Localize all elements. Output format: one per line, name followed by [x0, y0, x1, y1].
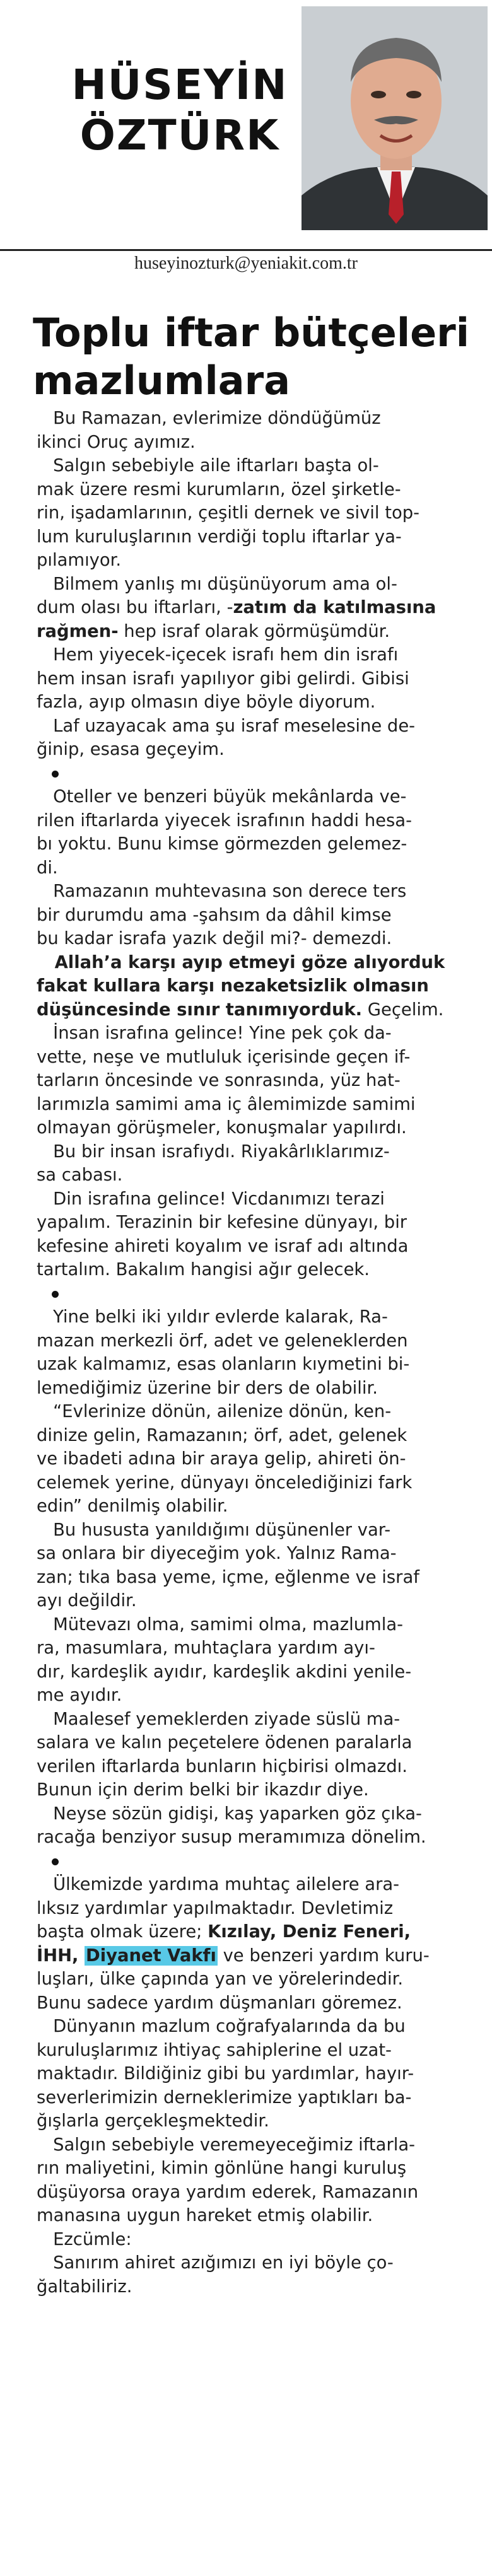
paragraph-line	[37, 620, 482, 644]
paragraph-line: Dünyanın mazlum coğrafyalarında da bu	[37, 2017, 406, 2036]
section-bullet	[37, 762, 482, 786]
highlighted-text: Diyanet Vakfı	[85, 1945, 216, 1966]
bold-text: Kızılay, Deniz Feneri,	[208, 1922, 411, 1942]
text-segment: başta olmak üzere;	[37, 1922, 208, 1942]
author-first-name: HÜSEYİN	[71, 61, 288, 109]
paragraph-line: larımızla samimi ama iç âlemimizde samimi	[37, 1094, 416, 1114]
paragraph-line	[37, 951, 482, 975]
paragraph-line: Sanırım ahiret azığımızı en iyi böyle ço-	[37, 2253, 394, 2273]
paragraph-line: racağa benziyor susup meramımıza dönelim.	[37, 1827, 426, 1847]
text-segment: ve benzeri yardım kuru-	[217, 1945, 430, 1966]
bold-text: rağmen-	[37, 621, 119, 641]
paragraph-line: bı yoktu. Bunu kimse görmezden gelemez-	[37, 834, 407, 854]
paragraph-line: verilen iftarlarda bunların hiçbirisi olmazdı.	[37, 1756, 407, 1776]
paragraph-line: olmayan görüşmeler, konuşmalar yapılırdı.	[37, 1118, 407, 1138]
section-bullet	[37, 1850, 482, 1874]
paragraph-line: Din israfına gelince! Vicdanımızı terazi	[37, 1189, 385, 1209]
paragraph-line: dinize gelin, Ramazanın; örf, adet, gelenek	[37, 1425, 407, 1445]
paragraph-line: di.	[37, 858, 58, 878]
bold-text: fakat kullara karşı nezaketsizlik olmasın	[37, 976, 429, 996]
text-segment: dum olası bu iftarları, -	[37, 598, 233, 617]
paragraph-line: uzak kalmamız, esas olanların kıymetini bi-	[37, 1355, 410, 1374]
article-body	[37, 407, 482, 2299]
paragraph-line: ve ibadeti adına bir araya gelip, ahireti ön-	[37, 1449, 406, 1469]
author-name	[66, 60, 293, 161]
paragraph-line: pılamıyor.	[37, 551, 122, 570]
paragraph-line: “Evlerinize dönün, ailenize dönün, ken-	[37, 1402, 392, 1421]
headline-line: Toplu iftar bütçeleri	[33, 310, 469, 356]
paragraph-line: ikinci Oruç ayımız.	[37, 432, 196, 452]
paragraph-line: sa cabası.	[37, 1165, 123, 1185]
paragraph-line: Bilmem yanlış mı düşünüyorum ama ol-	[37, 574, 397, 594]
paragraph-line: Bunu sadece yardım düşmanları göremez.	[37, 1993, 402, 2013]
paragraph-line	[37, 1920, 482, 1944]
bold-text: Allah’a karşı ayıp etmeyi göze alıyorduk	[37, 952, 445, 972]
paragraph-line: Yine belki iki yıldır evlerde kalarak, Ra-	[37, 1307, 388, 1327]
author-photo	[302, 6, 488, 230]
paragraph-line: tartalım. Bakalım hangisi ağır gelecek.	[37, 1260, 370, 1279]
paragraph-line: ğaltabiliriz.	[37, 2276, 132, 2297]
byline-rule	[0, 249, 492, 251]
paragraph-line: mak üzere resmi kurumların, özel şirketle-	[37, 479, 401, 499]
author-header	[0, 0, 492, 273]
paragraph-line: Oteller ve benzeri büyük mekânlarda ve-	[37, 787, 407, 807]
paragraph-line: Bu bir insan israfıydı. Riyakârlıklarımız-	[37, 1141, 390, 1162]
paragraph-line: düşüyorsa oraya yardım ederek, Ramazanın	[37, 2182, 419, 2202]
text-segment: hep israf olarak görmüşümdür.	[118, 621, 390, 641]
paragraph-line: Hem yiyecek-içecek israfı hem din israfı	[37, 645, 399, 665]
paragraph-line: Laf uzayacak ama şu israf meselesine de-	[37, 716, 416, 736]
paragraph-line: lum kuruluşlarının verdiği toplu iftarlar ya-	[37, 527, 402, 547]
bold-text: zatım da katılmasına	[233, 598, 436, 617]
paragraph-line: Neyse sözün gidişi, kaş yaparken göz çıka-	[37, 1804, 422, 1824]
paragraph-line: me ayıdır.	[37, 1686, 122, 1705]
paragraph-line: tarların öncesinde ve sonrasında, yüz hat-	[37, 1071, 401, 1090]
paragraph-line: kuruluşlarımız ihtiyaç sahiplerine el uzat-	[37, 2040, 392, 2060]
bold-text: düşüncesinde sınır tanımıyorduk.	[37, 1000, 363, 1020]
paragraph-line: kefesine ahireti koyalım ve israf adı altında	[37, 1236, 409, 1256]
author-email[interactable]: huseyinozturk@yeniakit.com.tr	[134, 254, 358, 273]
paragraph-line: rın maliyetini, kimin gönlüne hangi kuruluş	[37, 2159, 407, 2178]
paragraph-line: lemediğimiz üzerine bir ders de olabilir.	[37, 1378, 378, 1398]
paragraph-line: ğışlarla gerçekleşmektedir.	[37, 2111, 269, 2131]
paragraph-line	[37, 1944, 482, 1968]
author-last-name: ÖZTÜRK	[79, 111, 280, 160]
paragraph-line: Salgın sebebiyle veremeyeceğimiz iftarla-	[37, 2135, 415, 2155]
paragraph-line: Ezcümle:	[37, 2229, 132, 2249]
paragraph-line: vette, neşe ve mutluluk içerisinde geçen if-	[37, 1047, 411, 1067]
paragraph-line: salara ve kalın peçetelere ödenen paralarla	[37, 1733, 413, 1752]
paragraph-line: edin” denilmiş olabilir.	[37, 1496, 228, 1516]
paragraph-line: Ramazanın muhtevasına son derece ters	[37, 882, 407, 901]
paragraph-line	[37, 998, 482, 1022]
paragraph-line: rin, işadamlarının, çeşitli dernek ve sivil top-	[37, 503, 419, 523]
paragraph-line: Bunun için derim belki bir ikazdır diye.	[37, 1780, 369, 1800]
paragraph-line: Maalesef yemeklerden ziyade süslü ma-	[37, 1709, 401, 1729]
paragraph-line: İnsan israfına gelince! Yine pek çok da-	[37, 1023, 392, 1043]
paragraph-line	[37, 974, 482, 998]
paragraph-line: ra, masumlara, muhtaçlara yardım ayı-	[37, 1638, 375, 1658]
paragraph-line: Bu hususta yanıldığımı düşünenler var-	[37, 1520, 391, 1540]
bullet-dot-icon	[52, 771, 59, 778]
paragraph-line: Bu Ramazan, evlerimize döndüğümüz	[37, 409, 381, 428]
bullet-dot-icon	[52, 1858, 59, 1865]
paragraph-line: Mütevazı olma, samimi olma, mazlumla-	[37, 1614, 404, 1635]
paragraph-line: sa onlara bir diyeceğim yok. Yalnız Rama-	[37, 1544, 397, 1563]
paragraph-line: dır, kardeşlik ayıdır, kardeşlik akdini yenile-	[37, 1662, 412, 1682]
paragraph-line: yapalım. Terazinin bir kefesine dünyayı, bir	[37, 1213, 407, 1232]
paragraph-line: luşları, ülke çapında yan ve yörelerindedir.	[37, 1969, 404, 1989]
bold-text: İHH,	[37, 1945, 85, 1966]
paragraph-line: celemek yerine, dünyayı öncelediğinizi fark	[37, 1472, 413, 1493]
paragraph-line: lıksız yardımlar yapılmaktadır. Devletimiz	[37, 1898, 394, 1918]
section-bullet	[37, 1282, 482, 1306]
paragraph-line: maktadır. Bildiğiniz gibi bu yardımlar, hayır-	[37, 2064, 414, 2084]
paragraph-line: mazan merkezli örf, adet ve geleneklerden	[37, 1331, 408, 1351]
paragraph-line: Salgın sebebiyle aile iftarları başta ol-	[37, 456, 379, 475]
paragraph-line: manasına uygun hareket etmiş olabilir.	[37, 2206, 373, 2225]
author-portrait-image	[302, 6, 488, 230]
text-segment: Geçelim.	[362, 1000, 444, 1020]
paragraph-line: hem insan israfı yapılıyor gibi gelirdi. Gibisi	[37, 668, 409, 689]
paragraph-line: bu kadar israfa yazık değil mi?- demezdi.	[37, 929, 392, 948]
bullet-dot-icon	[52, 1291, 59, 1298]
paragraph-line: severlerimizin derneklerimize yaptıkları ba-	[37, 2087, 412, 2107]
paragraph-line: ğinip, esasa geçeyim.	[37, 740, 225, 759]
paragraph-line: Ülkemizde yardıma muhtaç ailelere ara-	[37, 1875, 400, 1894]
headline-line: mazlumlara	[33, 358, 291, 404]
paragraph-line: fazla, ayıp olmasın diye böyle diyorum.	[37, 692, 376, 712]
paragraph-line: ayı değildir.	[37, 1591, 137, 1611]
article-headline	[33, 309, 474, 405]
paragraph-line: rilen iftarlarda yiyecek israfının haddi hesa-	[37, 810, 412, 830]
paragraph-line	[37, 596, 482, 620]
paragraph-line: zan; tıka basa yeme, içme, eğlenme ve israf	[37, 1567, 419, 1587]
paragraph-line: bir durumdu ama -şahsım da dâhil kimse	[37, 905, 392, 925]
